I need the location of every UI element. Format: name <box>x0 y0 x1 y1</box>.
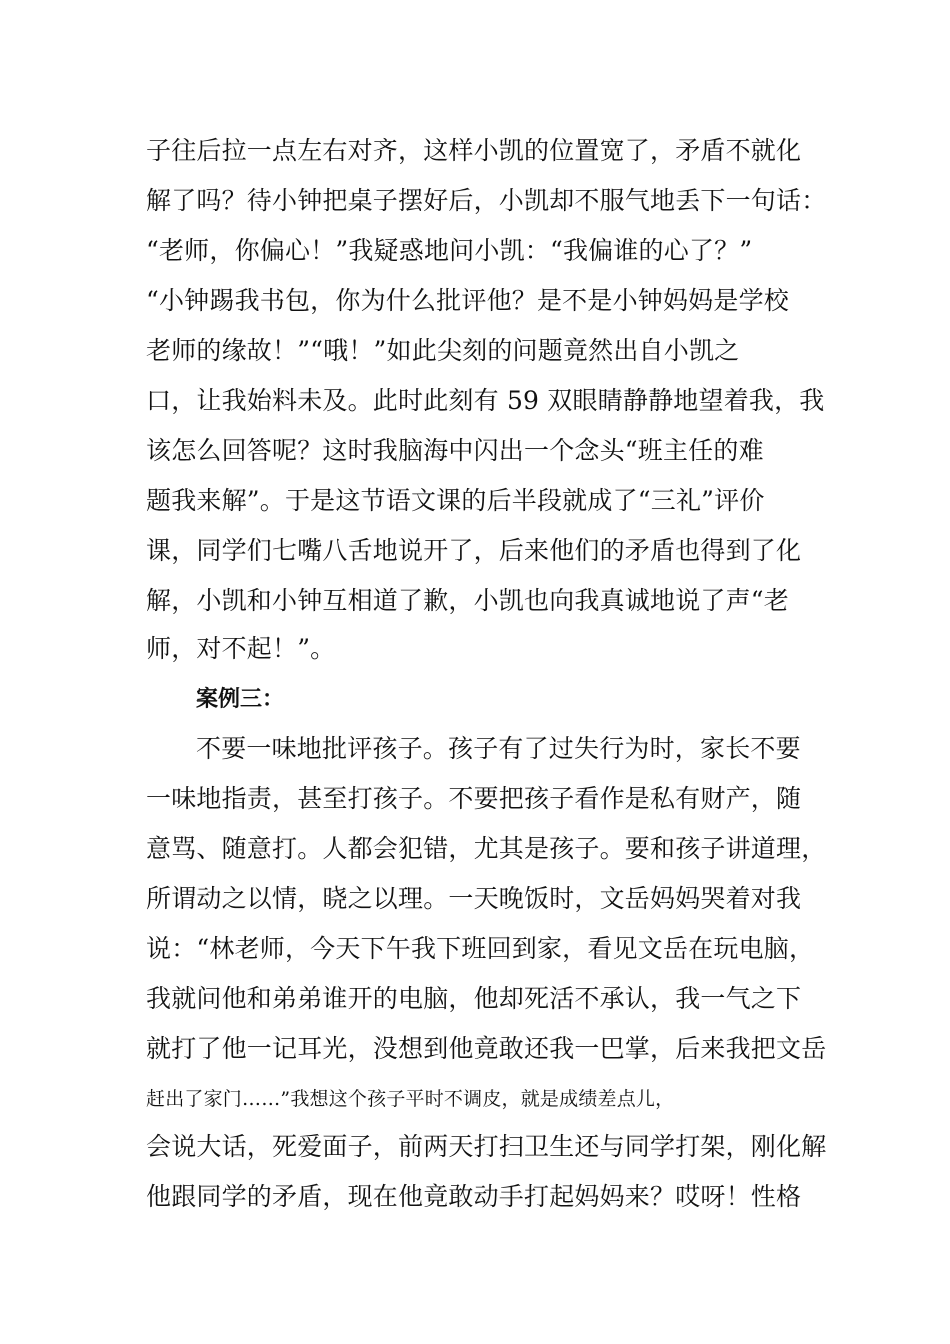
text-line: 赶出了家门……”我想这个孩子平时不调皮，就是成绩差点儿， <box>146 1088 675 1110</box>
text-line: 课，同学们七嘴八舌地说开了，后来他们的矛盾也得到了化 <box>146 536 802 565</box>
text-line: 解了吗？待小钟把桌子摆好后，小凯却不服气地丢下一句话： <box>146 186 827 215</box>
text-line: 子往后拉一点左右对齐，这样小凯的位置宽了，矛盾不就化 <box>146 136 802 165</box>
text-line: 题我来解”。于是这节语文课的后半段就成了“三礼”评价 <box>146 486 765 515</box>
text-line: 不要一味地批评孩子。孩子有了过失行为时，家长不要 <box>196 734 801 763</box>
text-line: 口，让我始料未及。此时此刻有 59 双眼睛静静地望着我，我 <box>146 386 825 415</box>
text-line: 意骂、随意打。人都会犯错，尤其是孩子。要和孩子讲道理， <box>146 834 827 863</box>
text-line: 师，对不起！”。 <box>146 634 336 663</box>
text-line: “小钟踢我书包，你为什么批评他？是不是小钟妈妈是学校 <box>146 286 789 315</box>
text-line: 老师的缘故！”“哦！”如此尖刻的问题竟然出自小凯之 <box>146 336 740 365</box>
text-line: “老师，你偏心！”我疑惑地问小凯：“我偏谁的心了？” <box>146 236 753 265</box>
text-line: 我就问他和弟弟谁开的电脑，他却死活不承认，我一气之下 <box>146 984 802 1013</box>
text-line: 说：“林老师，今天下午我下班回到家，看见文岳在玩电脑， <box>146 934 815 963</box>
text-line: 所谓动之以情，晓之以理。一天晚饭时，文岳妈妈哭着对我 <box>146 884 802 913</box>
text-line: 一味地指责，甚至打孩子。不要把孩子看作是私有财产，随 <box>146 784 802 813</box>
text-line: 会说大话，死爱面子，前两天打扫卫生还与同学打架，刚化解 <box>146 1132 827 1161</box>
text-line: 他跟同学的矛盾，现在他竟敢动手打起妈妈来？哎呀！性格 <box>146 1182 802 1211</box>
text-line: 解，小凯和小钟互相道了歉，小凯也向我真诚地说了声“老 <box>146 586 789 615</box>
text-line: 该怎么回答呢？这时我脑海中闪出一个念头“班主任的难 <box>146 436 764 465</box>
text-line: 就打了他一记耳光，没想到他竟敢还我一巴掌，后来我把文岳 <box>146 1034 827 1063</box>
section-heading: 案例三： <box>196 687 285 712</box>
